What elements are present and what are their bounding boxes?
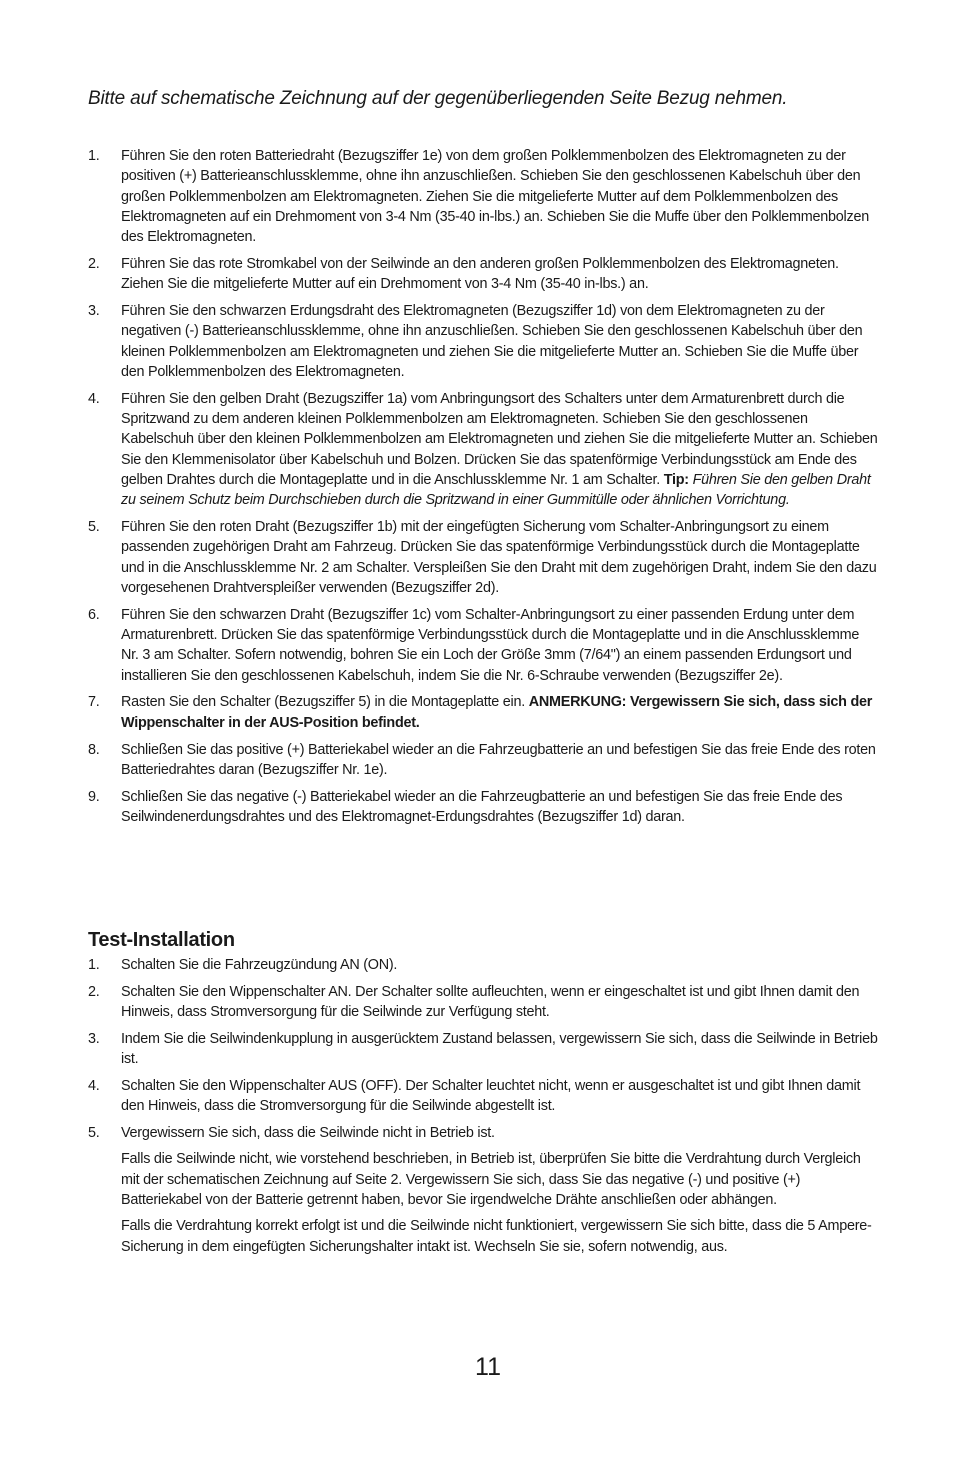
step-text: Führen Sie den schwarzen Draht (Bezugsziffer 1c) vom Schalter-Anbringungsort zu einer passenden Erdung unter dem Armaturenbrett. Drücken Sie das spatenförmige Verbindungsstück durch die Montageplatte und in die Anschlussklemme Nr. 3 am Schalter. Sofern notwendig, bohren Sie ein Loch der Größe 3mm (7/64") an einem passenden Erdungsort und installieren Sie den geschlossenen Kabelschuh, indem Sie die Nr. 6-Schraube verwenden (Bezugsziffer 2e). (121, 606, 860, 684)
step-number: 5. (88, 1125, 100, 1142)
step-number: 4. (88, 390, 100, 407)
step-text: Schließen Sie das negative (-) Batteriekabel wieder an die Fahrzeugbatterie an und befestigen Sie das freie Ende des Seilwindenerdungsdrahtes und des Elektromagnet-Erdungsdrahtes (Bezugsziffer 1d) daran. (121, 788, 843, 825)
step-number: 1. (88, 957, 100, 973)
step-text: Indem Sie die Seilwindenkupplung in ausgerücktem Zustand belassen, vergewissern Sie sich, dass die Seilwinde in Betrieb ist. (121, 1030, 878, 1068)
step-text: Führen Sie das rote Stromkabel von der Seilwinde an den anderen großen Polklemmenbolzen des Elektromagneten. Ziehen Sie die mitgelieferte Mutter auf ein Drehmoment von 3-4 Nm (35-40 in-lbs.) an. (121, 255, 839, 293)
troubleshoot-paragraph: Falls die Seilwinde nicht, wie vorstehend beschrieben, in Betrieb ist, überprüfen Sie bitte die Verdrahtung durch Vergleich mit der schematischen Zeichnung auf Seite 2. Vergewissern Sie sich, dass Sie das negative (-) und positive (+) Batteriekabel von der Batterie getrennt haben, bevor Sie irgendwelche Drähte anschließen oder abhängen. (121, 1151, 861, 1208)
step-number: 6. (88, 606, 100, 623)
list-item (88, 605, 878, 686)
list-item (88, 389, 878, 511)
step-text: Rasten Sie den Schalter (Bezugsziffer 5) in die Montageplatte ein. (121, 694, 529, 711)
list-item (88, 740, 878, 781)
step-number: 7. (88, 694, 100, 711)
step-number: 5. (88, 519, 100, 536)
list-item (88, 1123, 878, 1257)
note-bold: ANMERKUNG: Vergewissern Sie sich, dass sich der Wippenschalter in der AUS-Position befindet. (121, 694, 873, 731)
step-text: Schalten Sie den Wippenschalter AN. Der Schalter sollte aufleuchten, wenn er eingeschaltet ist und gibt Ihnen damit den Hinweis, dass Stromversorgung für die Seilwinde zur Verfügung steht. (121, 983, 860, 1021)
intro-note: Bitte auf schematische Zeichnung auf der gegenüberliegenden Seite Bezug nehmen. (88, 88, 788, 109)
page-number: 11 (475, 1353, 501, 1381)
list-item (88, 1076, 878, 1117)
tip-label: Tip: (663, 471, 689, 488)
list-item (88, 955, 878, 975)
troubleshoot-paragraph: Falls die Verdrahtung korrekt erfolgt ist und die Seilwinde nicht funktioniert, vergewissern Sie sich bitte, dass die 5 Ampere-Sicherung in dem eingefügten Sicherungshalter intakt ist. Wechseln Sie sie, sofern notwendig, aus. (121, 1218, 872, 1255)
list-item (88, 692, 878, 733)
list-item (88, 301, 878, 382)
step-number: 3. (88, 303, 100, 320)
list-item (88, 254, 878, 295)
test-steps (88, 955, 878, 1263)
step-text: Schalten Sie die Fahrzeugzündung AN (ON). (121, 957, 398, 973)
list-item (88, 146, 878, 247)
list-item (88, 517, 878, 598)
step-text: Führen Sie den schwarzen Erdungsdraht des Elektromagneten (Bezugsziffer 1d) von dem Elektromagneten zu der negativen (-) Batterieanschlussklemme, ohne ihn anzuschließen. Schieben Sie den geschlossenen Kabelschuh über den kleinen Polklemmenbolzen am Elektromagneten und ziehen Sie die mitgelieferte Mutter an. Schieben Sie die Muffe über den Polklemmenbolzen des Elektromagneten. (121, 303, 863, 380)
installation-steps (88, 146, 878, 834)
step-text: Führen Sie den roten Batteriedraht (Bezugsziffer 1e) von dem großen Polklemmenbolzen des Elektromagneten zu der positiven (+) Batterieanschlussklemme, ohne ihn anzuschließen. Schieben Sie den geschlossenen Kabelschuh über den großen Polklemmenbolzen am Elektromagneten. Ziehen Sie die mitgelieferte Mutter auf dem Polklemmenbolzen des Elektromagneten auf ein Drehmoment von 3-4 Nm (35-40 in-lbs.) an. Schieben Sie die Muffe über den Polklemmenbolzen des Elektromagneten. (121, 148, 869, 246)
step-number: 3. (88, 1030, 100, 1047)
step-number: 8. (88, 741, 100, 758)
step-number: 2. (88, 983, 100, 1000)
step-text: Schließen Sie das positive (+) Batteriekabel wieder an die Fahrzeugbatterie an und befestigen Sie das freie Ende des roten Batteriedrahtes daran (Bezugsziffer Nr. 1e). (121, 741, 876, 778)
step-text: Schalten Sie den Wippenschalter AUS (OFF). Der Schalter leuchtet nicht, wenn er ausgeschaltet ist und gibt Ihnen damit den Hinweis, dass die Stromversorgung für die Seilwinde abgestellt ist. (121, 1077, 861, 1115)
list-item (88, 1029, 878, 1070)
step-text: Führen Sie den roten Draht (Bezugsziffer 1b) mit der eingefügten Sicherung vom Schalter-Anbringungsort zu einem passenden zugehörigen Draht am Fahrzeug. Drücken Sie das spatenförmige Verbindungsstück durch die Montageplatte und in die Anschlussklemme Nr. 2 am Schalter. Verspleißen Sie den Draht mit dem zugehörigen Draht, indem Sie den dazu vorgesehenen Drahtverspleißer verwenden (Bezugsziffer 2d). (121, 519, 877, 596)
step-number: 2. (88, 255, 100, 272)
section-heading: Test-Installation (88, 929, 235, 951)
step-number: 4. (88, 1077, 100, 1094)
tip-text: Führen Sie den gelben Draht zu seinem Schutz beim Durchschieben durch die Spritzwand in einer Gummitülle oder ähnlichen Vorrichtung. (121, 471, 871, 509)
list-item (88, 787, 878, 828)
step-number: 9. (88, 788, 100, 805)
step-text: Führen Sie den gelben Draht (Bezugsziffer 1a) vom Anbringungsort des Schalters unter dem Armaturenbrett durch die Spritzwand zu dem anderen kleinen Polklemmenbolzen am Elektromagneten. Schieben Sie den geschlossenen Kabelschuh über den kleinen Polklemmenbolzen am Elektromagneten und ziehen Sie die mitgelieferte Mutter an. Schieben Sie den Klemmenisolator über Kabelschuh und Bolzen. Drücken Sie das spatenförmige Verbindungsstück am Ende des gelben Drahtes durch die Montageplatte und in die Anschlussklemme Nr. 1 am Schalter. (121, 390, 878, 488)
step-text: Vergewissern Sie sich, dass die Seilwinde nicht in Betrieb ist. (121, 1125, 495, 1142)
step-number: 1. (88, 148, 100, 164)
list-item (88, 982, 878, 1023)
